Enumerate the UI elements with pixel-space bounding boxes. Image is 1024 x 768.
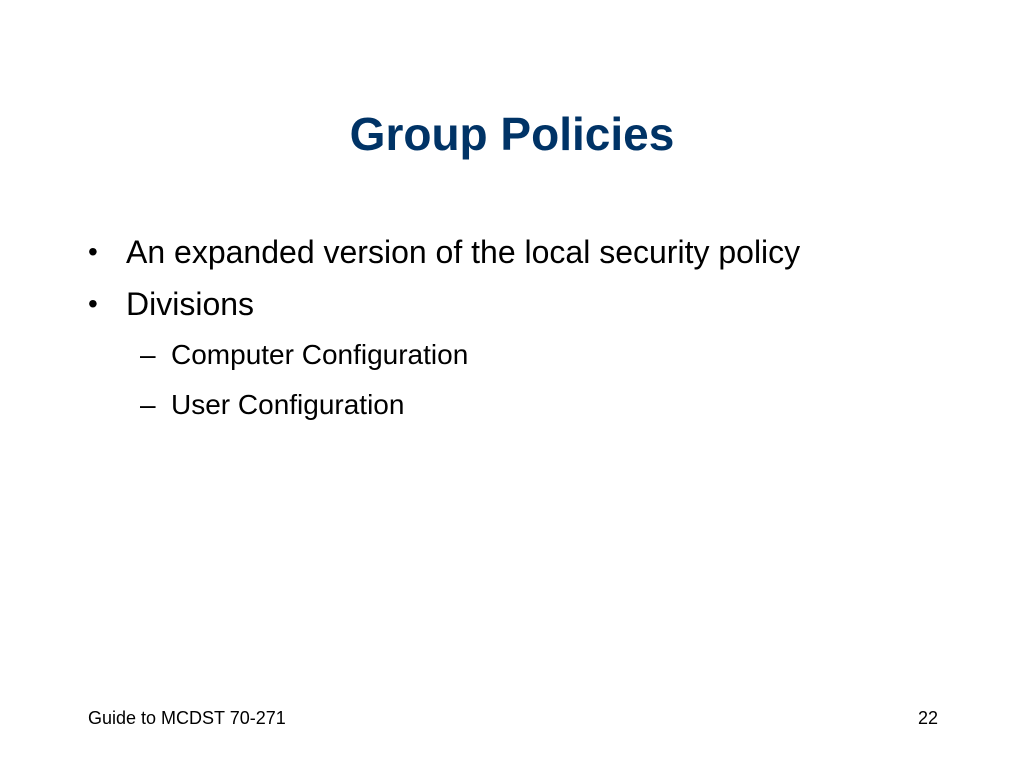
bullet-marker: • [88,236,98,267]
sub-bullet-text: User Configuration [171,389,405,420]
footer-page-number: 22 [917,708,938,728]
sub-bullet-group [88,330,968,430]
sub-bullet-marker: – [140,389,156,420]
bullet-marker: • [88,288,98,319]
sub-bullet-text: Computer Configuration [171,339,469,370]
sub-bullet-list [88,330,968,430]
bullet-list [88,226,968,430]
sub-bullet-marker: – [140,339,156,370]
slide-title: Group Policies [349,108,675,160]
bullet-text: Divisions [126,286,255,322]
bullet-text: An expanded version of the local security policy [126,234,801,270]
sub-bullet-item [88,330,968,380]
sub-bullet-item [88,380,968,430]
bullet-item [88,278,968,330]
footer-course-title: Guide to MCDST 70-271 [88,708,286,728]
bullet-item [88,226,968,278]
